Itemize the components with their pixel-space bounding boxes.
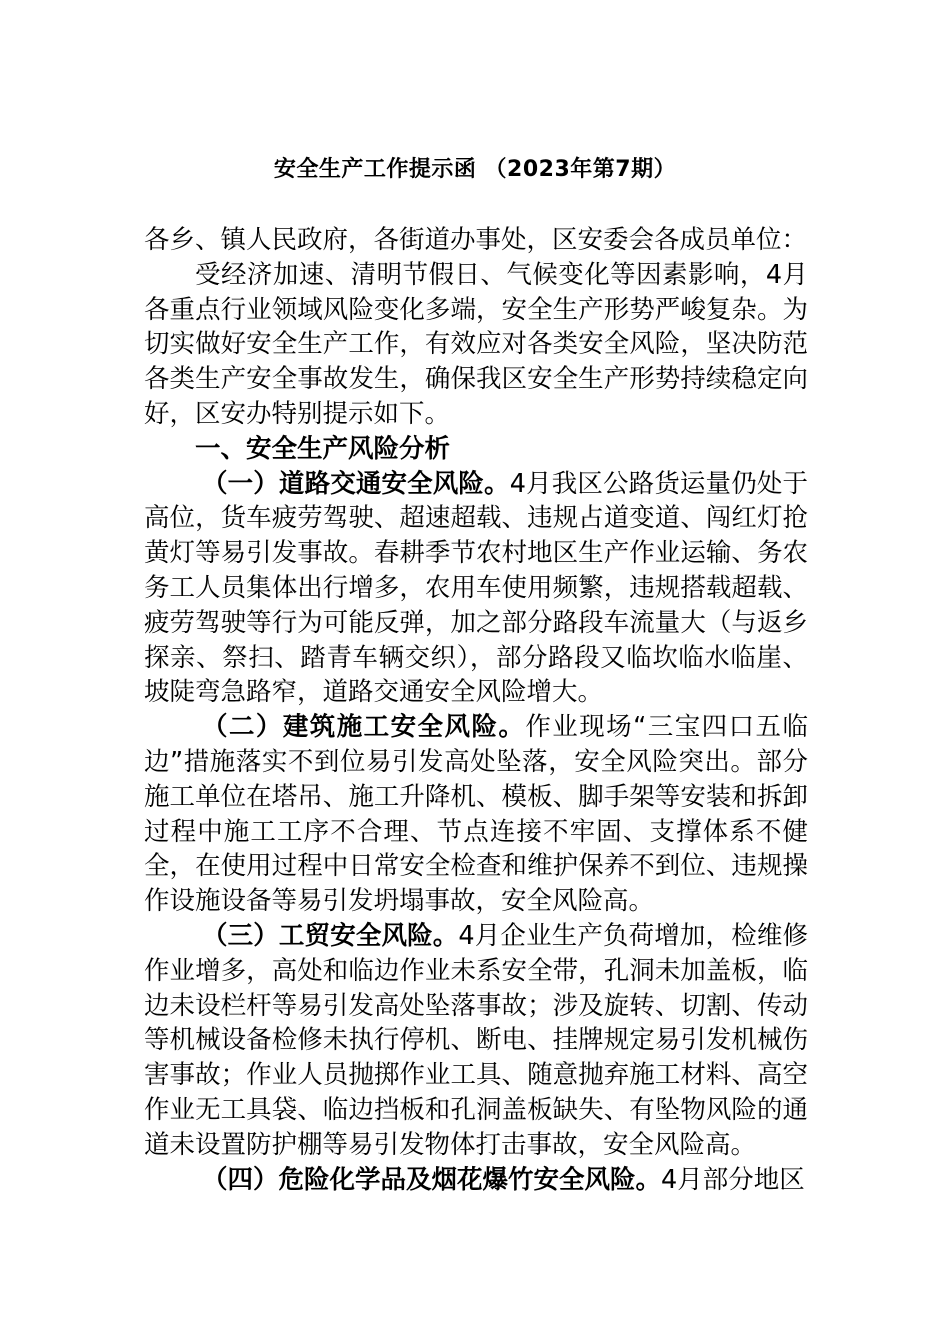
risk-item-industry-trade bbox=[144, 919, 808, 1163]
risk-item-heading: （一）道路交通安全风险。 bbox=[202, 468, 510, 499]
document-body bbox=[144, 223, 808, 1197]
section-heading: 一、安全生产风险分析 bbox=[195, 433, 451, 464]
risk-item-hazardous-chemicals bbox=[144, 1163, 808, 1198]
salutation: 各乡、镇人民政府，各街道办事处，区安委会各成员单位： bbox=[144, 225, 808, 255]
risk-item-heading: （四）危险化学品及烟花爆竹安全风险。 bbox=[202, 1164, 662, 1195]
risk-item-text: 4月部分地区 bbox=[661, 1164, 805, 1195]
risk-item-heading: （二）建筑施工安全风险。 bbox=[202, 712, 526, 743]
risk-item-text: 作业现场“三宝四口五临边”措施落实不到位易引发高处坠落，安全风险突出。部分施工单位在塔吊、施工升降机、模板、脚手架等安装和拆卸过程中施工工序不合理、节点连接不牢固、支撑体系不健全，在使用过程中日常安全检查和维护保养不到位、违规操作设施设备等易引发坍塌事故，安全风险高。 bbox=[144, 712, 808, 917]
risk-item-construction bbox=[144, 710, 808, 919]
risk-item-text: 4月企业生产负荷增加，检维修作业增多，高处和临边作业未系安全带，孔洞未加盖板，临边未设栏杆等易引发高处坠落事故；涉及旋转、切割、传动等机械设备检修未执行停机、断电、挂牌规定易引发机械伤害事故；作业人员抛掷作业工具、随意抛弃施工材料、高空作业无工具袋、临边挡板和孔洞盖板缺失、有坠物风险的通道未设置防护棚等易引发物体打击事故，安全风险高。 bbox=[144, 920, 808, 1160]
intro-paragraph: 受经济加速、清明节假日、气候变化等因素影响，4月各重点行业领域风险变化多端，安全生产形势严峻复杂。为切实做好安全生产工作，有效应对各类安全风险，坚决防范各类生产安全事故发生，确保我区安全生产形势持续稳定向好，区安办特别提示如下。 bbox=[144, 259, 808, 429]
risk-item-text: 4月我区公路货运量仍处于高位，货车疲劳驾驶、超速超载、违规占道变道、闯红灯抢黄灯等易引发事故。春耕季节农村地区生产作业运输、务农务工人员集体出行增多，农用车使用频繁，违规搭载超载、疲劳驾驶等行为可能反弹，加之部分路段车流量大（与返乡探亲、祭扫、踏青车辆交织），部分路段又临坎临水临崖、坡陡弯急路窄，道路交通安全风险增大。 bbox=[144, 468, 808, 708]
document-title: 安全生产工作提示函 （2023年第7期） bbox=[273, 157, 677, 182]
risk-item-heading: （三）工贸安全风险。 bbox=[202, 920, 459, 951]
risk-item-road-traffic bbox=[144, 467, 808, 711]
